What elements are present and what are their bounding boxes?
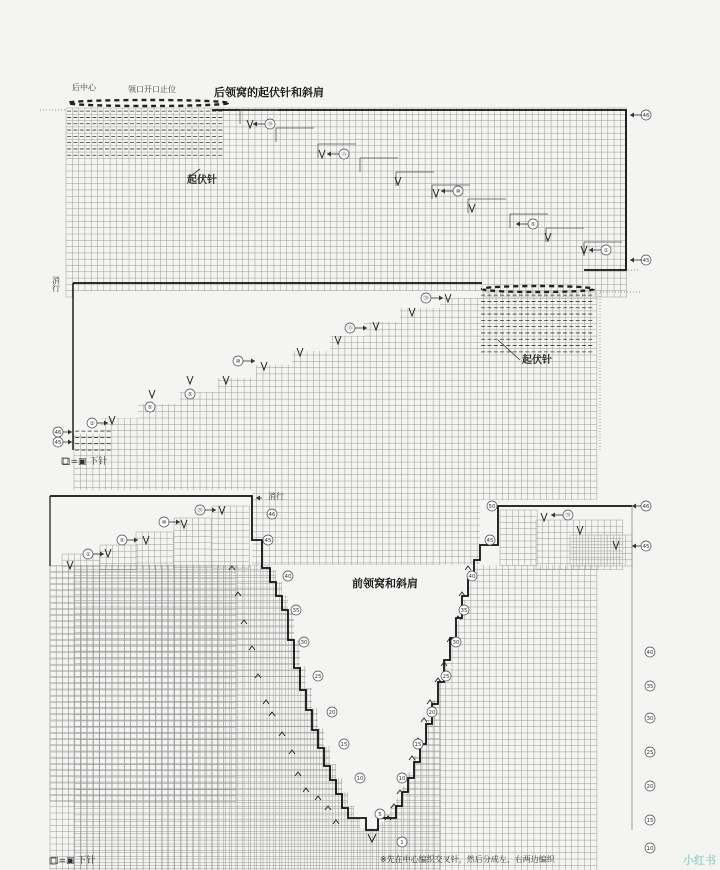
front-lc3: ⑩	[161, 520, 167, 527]
front-rr-0: 40	[646, 650, 654, 657]
neck-opening-stop-label: 领口开口止位	[128, 85, 176, 94]
mid-bindoff-dots	[482, 286, 594, 292]
mid-r46: 46	[54, 430, 62, 437]
back-r46: 46	[642, 113, 650, 120]
back-a5-head	[589, 248, 593, 253]
mid-c4: ⑩	[235, 359, 241, 366]
front-section-title: 前领窝和斜肩	[352, 577, 418, 590]
back-r46a-head	[630, 113, 634, 118]
legend-2: □=▣ 下针	[62, 457, 108, 467]
front-rr-5: 15	[646, 818, 654, 825]
front-lc4: ⑳	[197, 508, 203, 515]
front-nr-8: 10	[398, 776, 406, 783]
front-nl-5: 25	[314, 674, 322, 681]
back-c1: ⑳	[267, 122, 273, 129]
mid-c2: ⑤	[147, 405, 153, 412]
front-dec-l-3	[249, 646, 255, 650]
front-nl-6: 20	[328, 710, 336, 717]
mid-c6: ⑳	[423, 296, 429, 303]
front-nl-4: 30	[300, 640, 308, 647]
front-nl-0: 46	[268, 512, 276, 519]
front-lc2: ⑤	[119, 538, 125, 545]
cast-off-label-2: 消行	[52, 276, 60, 293]
mid-v8	[373, 322, 379, 330]
back-r45a-head	[630, 258, 634, 263]
mid-r46a-head	[68, 430, 72, 435]
front-grid-left-fill-lines	[50, 566, 236, 802]
front-nr-0: 50	[488, 504, 496, 511]
front-nl-9: 5	[378, 812, 382, 819]
front-rr-2: 30	[646, 716, 654, 723]
front-r45: 45	[642, 544, 650, 551]
legend-front: □=▣ 下针	[50, 856, 96, 866]
front-rr-6: 10	[646, 846, 654, 853]
front-note: ※先在中心编织交叉针，然后分成左、右两边编织	[380, 855, 555, 864]
front-nl-3: 35	[292, 608, 300, 615]
back-garter-label: 起伏针	[187, 175, 217, 186]
back-v5	[469, 204, 475, 212]
front-rr-3: 25	[646, 750, 654, 757]
front-rr-1: 35	[646, 684, 654, 691]
front-r46: 46	[642, 504, 650, 511]
mid-r45: 45	[54, 440, 62, 447]
back-c3: ⑩	[455, 189, 461, 196]
front-dec-l-10	[303, 788, 309, 792]
front-nl-7: 15	[340, 742, 348, 749]
front-nr-1: 45	[486, 538, 494, 545]
front-nr-2: 40	[468, 574, 476, 581]
front-nr-3: 35	[460, 608, 468, 615]
front-grid-left-fill	[50, 566, 236, 802]
front-nr-6: 20	[428, 710, 436, 717]
front-dec-l-11	[315, 796, 321, 800]
mid-garter-pointer	[498, 340, 520, 360]
mid-c3: ⑤	[187, 392, 193, 399]
mid-a1-head	[104, 421, 108, 426]
mid-r45a-head	[68, 440, 72, 445]
front-rc1: ⑳	[565, 513, 571, 520]
back-c2: ⑮	[341, 152, 347, 159]
mid-c5: ⑮	[347, 326, 353, 333]
back-c4: ⑤	[530, 222, 536, 229]
front-cast-off-label: 消行	[268, 492, 284, 501]
front-nl-8: 10	[356, 776, 364, 783]
front-rr-4: 20	[646, 784, 654, 791]
front-nr-4: 30	[452, 640, 460, 647]
front-nl-1: 45	[264, 538, 272, 545]
watermark: 小红书	[683, 854, 716, 867]
back-section-title: 后领窝的起伏针和斜肩	[214, 86, 324, 99]
front-dec-l-13	[333, 820, 339, 824]
mid-c1: ①	[89, 421, 95, 428]
front-lc1: ①	[85, 552, 91, 559]
back-bindoff-dots	[68, 100, 228, 106]
front-nr-5: 25	[442, 674, 450, 681]
center-back-label: 后中心	[72, 83, 96, 92]
garter-label-2: 起伏针	[522, 355, 552, 366]
front-vneck-cover	[260, 565, 480, 828]
front-dec-l-5	[263, 700, 269, 704]
front-nl-10: 1	[400, 840, 404, 847]
front-dec-l-4	[255, 674, 261, 678]
back-v4	[433, 189, 439, 197]
back-a3-head	[441, 189, 445, 194]
back-c5: ①	[603, 248, 609, 255]
mid-v7	[335, 336, 341, 344]
front-nl-2: 40	[284, 574, 292, 581]
back-r45: 45	[642, 258, 650, 265]
front-nr-7: 15	[414, 742, 422, 749]
back-a4-head	[516, 222, 520, 227]
